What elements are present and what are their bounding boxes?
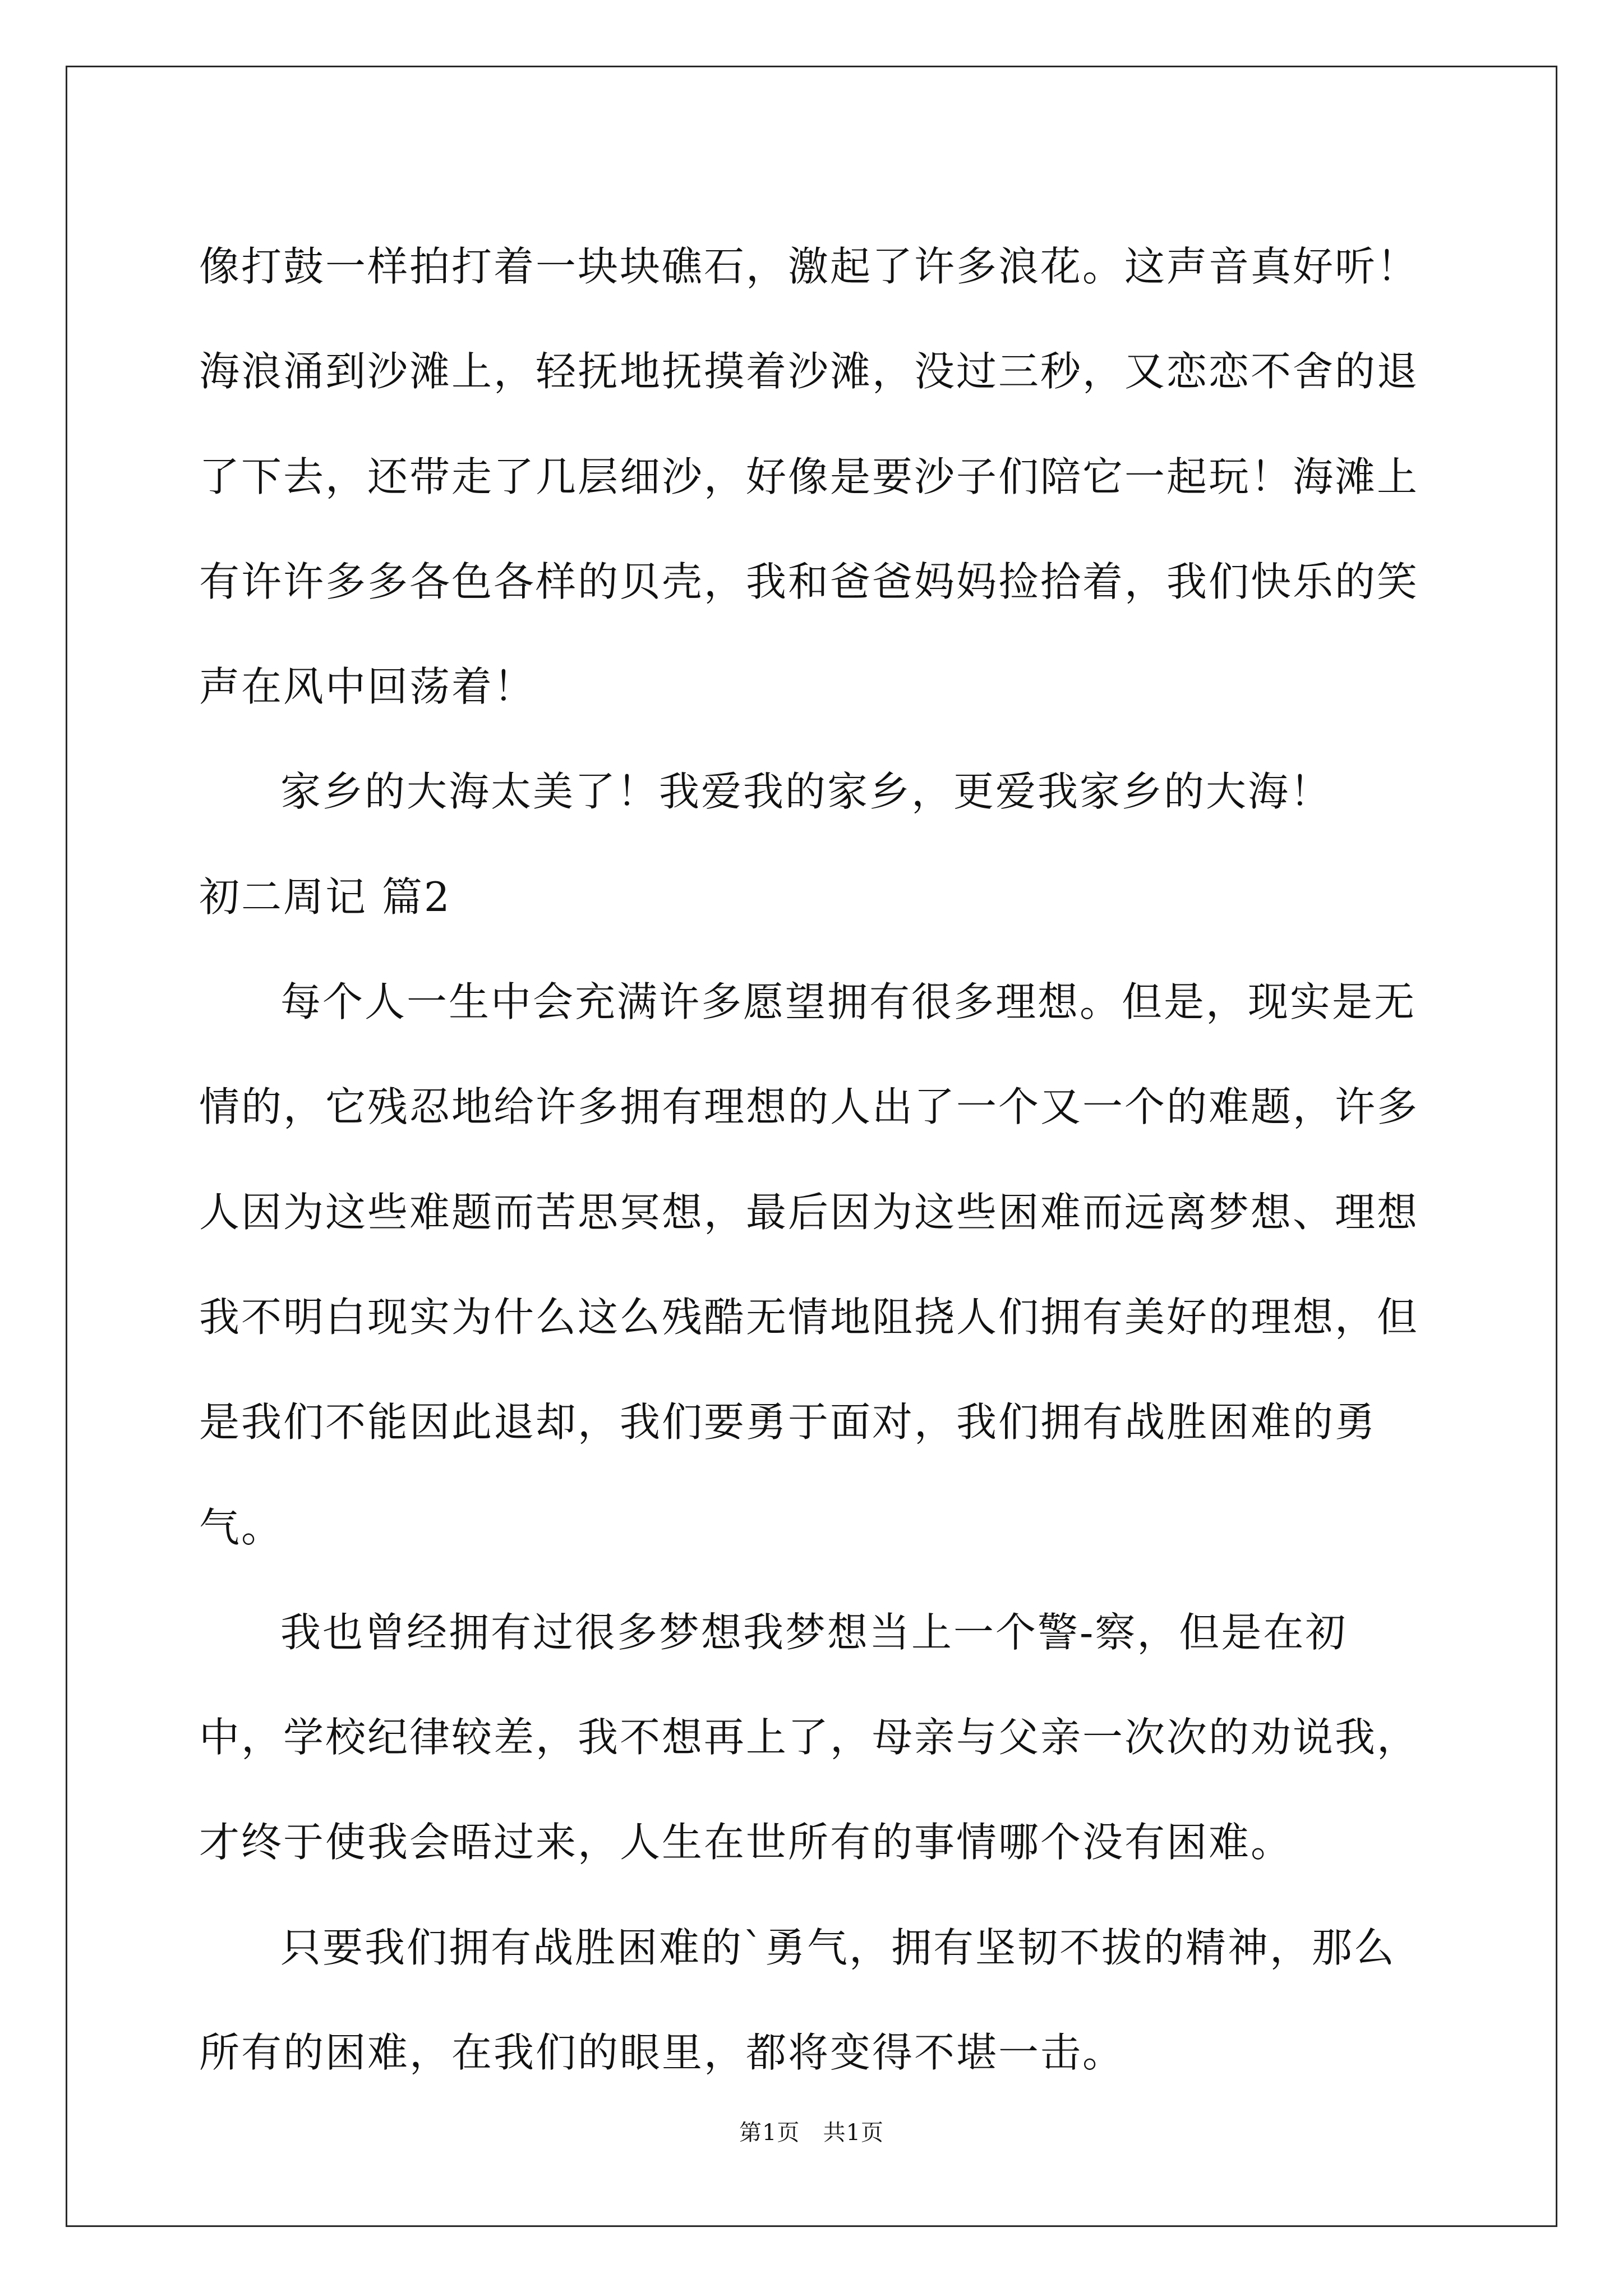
paragraph-4: 我也曾经拥有过很多梦想我梦想当上一个警-察，但是在初中，学校纪律较差，我不想再上了，母亲与父亲一次次的劝说我，才终于使我会晤过来，人生在世所有的事情哪个没有困难。	[199, 1608, 1419, 1866]
page-total-label: 共1页	[823, 2120, 884, 2146]
paragraph-2: 家乡的大海太美了！我爱我的家乡，更爱我家乡的大海！	[280, 768, 1332, 816]
page-footer	[0, 2115, 1623, 2147]
section-heading: 初二周记 篇2	[199, 873, 451, 921]
page-number-label: 第1页	[739, 2120, 800, 2146]
paragraph-3: 每个人一生中会充满许多愿望拥有很多理想。但是，现实是无情的，它残忍地给许多拥有理想的人出了一个又一个的难题，许多人因为这些难题而苦思冥想，最后因为这些困难而远离梦想、理想我不明白现实为什么这么残酷无情地阻挠人们拥有美好的理想，但是我们不能因此退却，我们要勇于面对，我们拥有战胜困难的勇气。	[199, 978, 1419, 1551]
document-body	[199, 214, 1427, 2105]
paragraph-1: 像打鼓一样拍打着一块块礁石，激起了许多浪花。这声音真好听！海浪涌到沙滩上，轻抚地抚摸着沙滩，没过三秒，又恋恋不舍的退了下去，还带走了几层细沙，好像是要沙子们陪它一起玩！海滩上有许许多多各色各样的贝壳，我和爸爸妈妈捡拾着，我们快乐的笑声在风中回荡着！	[199, 243, 1419, 711]
paragraph-5: 只要我们拥有战胜困难的`勇气，拥有坚韧不拔的精神，那么所有的困难，在我们的眼里，都将变得不堪一击。	[199, 1924, 1396, 2077]
